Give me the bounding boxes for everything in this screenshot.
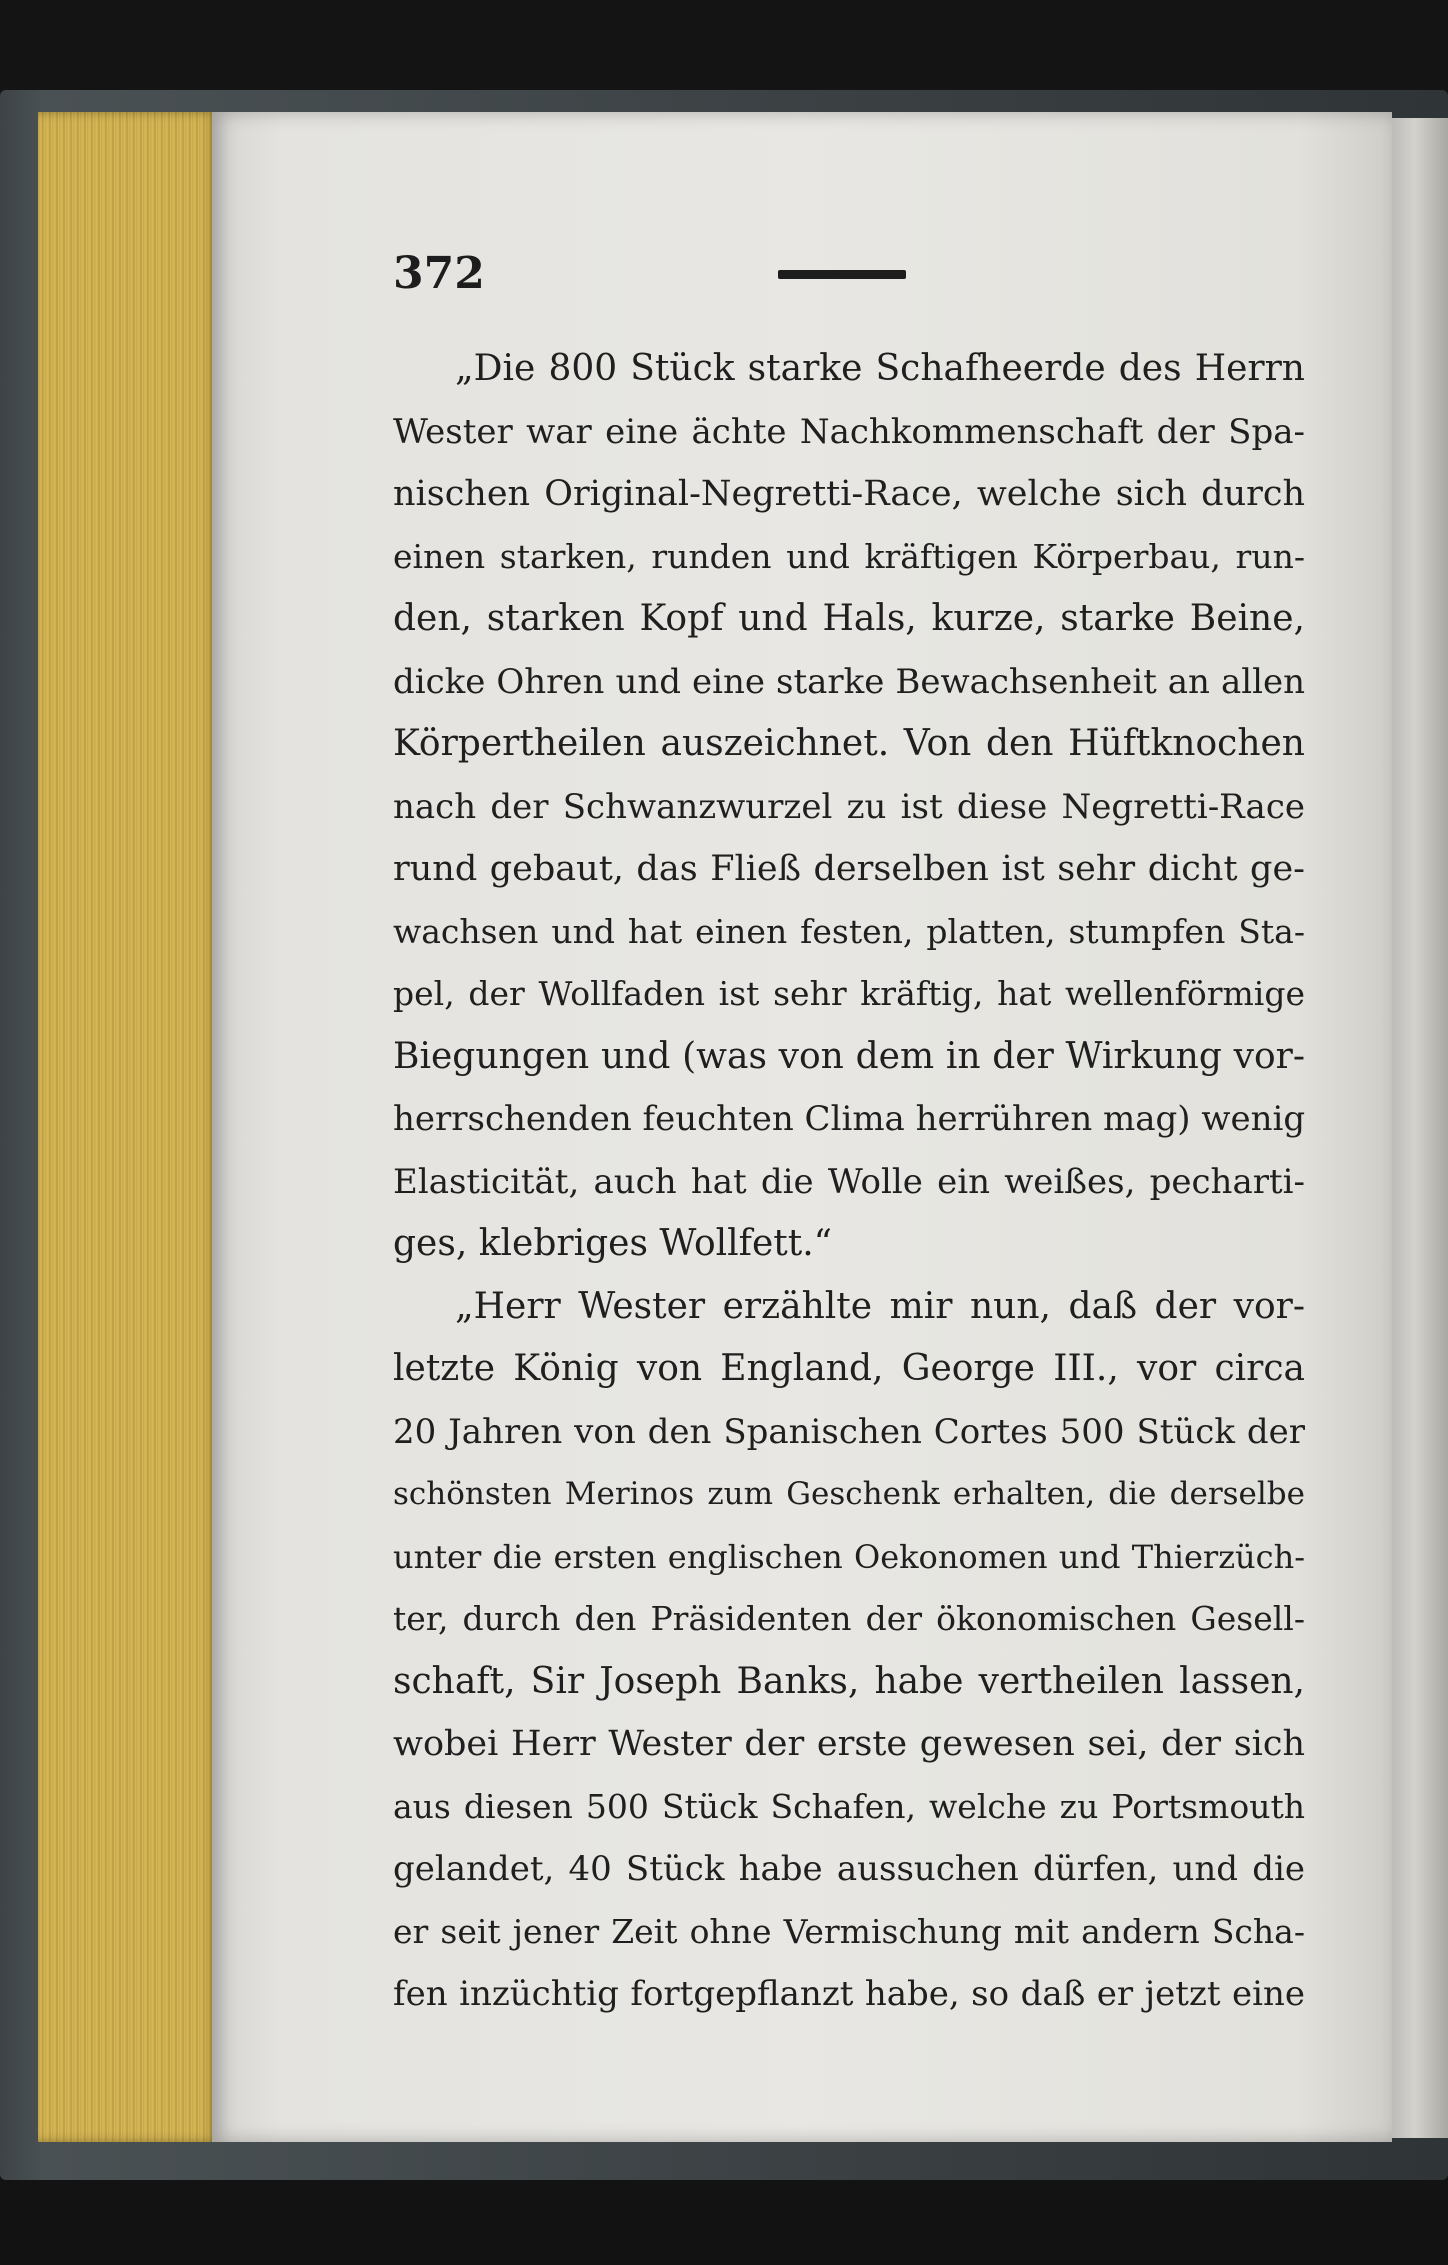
text-line: unter die ersten englischen Oekonomen und Thierzüch- [393, 1537, 1305, 1576]
text-line: den, starken Kopf und Hals, kurze, starke Beine, [393, 598, 1305, 639]
header-rule [778, 270, 906, 279]
text-line: Biegungen und (was von dem in der Wirkung vor- [393, 1035, 1305, 1077]
text-line: nach der Schwanzwurzel zu ist diese Negretti-Race [393, 786, 1305, 827]
text-line: Körpertheilen auszeichnet. Von den Hüftknochen [393, 723, 1305, 764]
text-line: pel, der Wollfaden ist sehr kräftig, hat wellenförmige [393, 974, 1305, 1013]
text-line: ges, klebriges Wollfett.“ [393, 1223, 833, 1264]
text-line: wachsen und hat einen festen, platten, stumpfen Sta- [393, 911, 1305, 951]
text-line: letzte König von England, George III., vor circa [393, 1348, 1305, 1389]
page-text [393, 338, 1305, 2026]
text-line: wobei Herr Wester der erste gewesen sei, der sich [393, 1724, 1305, 1764]
text-line: einen starken, runden und kräftigen Körperbau, run- [393, 536, 1305, 576]
text-line: schönsten Merinos zum Geschenk erhalten, die derselbe [393, 1476, 1305, 1512]
page-number: 372 [393, 248, 485, 299]
text-line: „Die 800 Stück starke Schafheerde des Herrn [455, 348, 1305, 389]
text-line: dicke Ohren und eine starke Bewachsenheit an allen [393, 661, 1305, 702]
text-line: „Herr Wester erzählte mir nun, daß der vor- [455, 1285, 1305, 1327]
text-line: rund gebaut, das Fließ derselben ist sehr dicht ge- [393, 849, 1305, 889]
facing-page-edge [1392, 118, 1448, 2138]
text-line: fen inzüchtig fortgepflanzt habe, so daß er jetzt eine [393, 1974, 1305, 2014]
page-header [393, 248, 1305, 308]
page-edges [38, 112, 218, 2142]
text-line: nischen Original-Negretti-Race, welche sich durch [393, 474, 1305, 514]
text-line: Elasticität, auch hat die Wolle ein weißes, pecharti- [393, 1161, 1305, 1202]
text-line: Wester war eine ächte Nachkommenschaft der Spa- [393, 411, 1305, 452]
text-line: aus diesen 500 Stück Schafen, welche zu Portsmouth [393, 1786, 1305, 1826]
text-line: 20 Jahren von den Spanischen Cortes 500 Stück der [393, 1411, 1305, 1452]
text-line: schaft, Sir Joseph Banks, habe vertheilen lassen, [393, 1660, 1305, 1702]
text-line: er seit jener Zeit ohne Vermischung mit andern Scha- [393, 1911, 1305, 1951]
text-line: ter, durch den Präsidenten der ökonomischen Gesell- [393, 1599, 1305, 1638]
text-line: herrschenden feuchten Clima herrühren mag) wenig [393, 1099, 1306, 1139]
text-line: gelandet, 40 Stück habe aussuchen dürfen, und die [393, 1849, 1305, 1889]
